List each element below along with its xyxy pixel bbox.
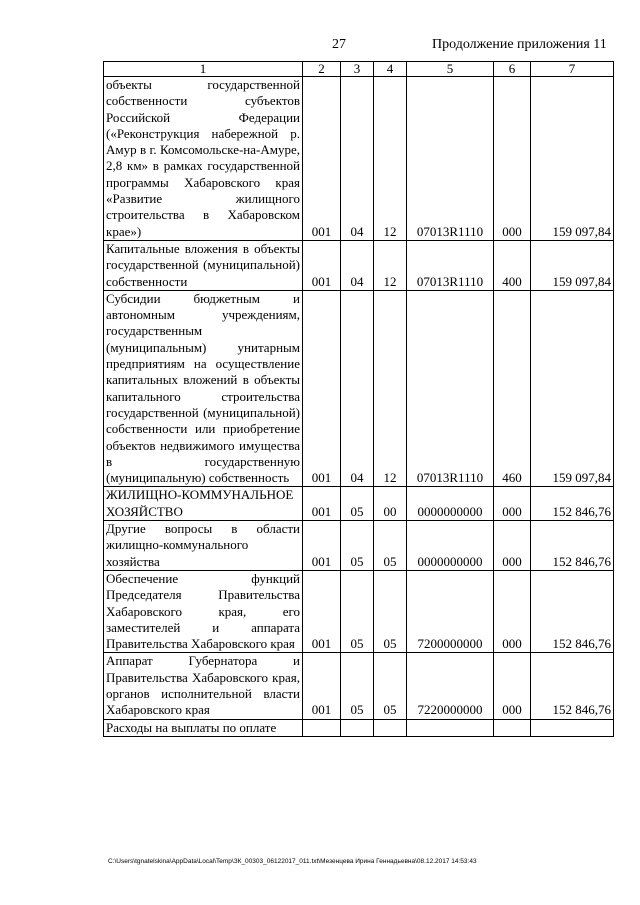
row-name-cell: Обеспечение функций Председателя Правительства Хабаровского края, его заместителей и аппарата Правительства Хабаровского края bbox=[104, 570, 303, 652]
row-name-cell: Другие вопросы в области жилищно-коммунального хозяйства bbox=[104, 521, 303, 571]
cell-col-3: 04 bbox=[341, 240, 374, 290]
cell-col-5: 07013R1110 bbox=[407, 290, 494, 487]
table-row bbox=[104, 240, 614, 290]
cell-amount: 159 097,84 bbox=[531, 240, 614, 290]
cell-amount: 152 846,76 bbox=[531, 487, 614, 521]
cell-amount: 159 097,84 bbox=[531, 77, 614, 241]
table-row bbox=[104, 487, 614, 521]
cell-col-5: 7200000000 bbox=[407, 570, 494, 652]
row-name-cell: Аппарат Губернатора и Правительства Хабаровского края, органов исполнительной власти Хабаровского края bbox=[104, 653, 303, 719]
cell-col-4: 05 bbox=[374, 653, 407, 719]
cell-col-5: 07013R1110 bbox=[407, 77, 494, 241]
cell-col-2 bbox=[303, 719, 341, 736]
cell-col-4: 12 bbox=[374, 290, 407, 487]
page-number: 27 bbox=[332, 37, 346, 52]
row-name-cell: ЖИЛИЩНО-КОММУНАЛЬНОЕ ХОЗЯЙСТВО bbox=[104, 487, 303, 521]
column-header: 5 bbox=[407, 62, 494, 77]
cell-col-4: 05 bbox=[374, 521, 407, 571]
appendix-continuation-note: Продолжение приложения 11 bbox=[432, 37, 607, 52]
file-path-footer: C:\Users\tgnatelskina\AppData\Local\Temp\ЗК_00303_06122017_011.txt\Мезенцева Ирина Геннадьевна\08.12.2017 14:53:43 bbox=[108, 858, 477, 865]
cell-col-5: 0000000000 bbox=[407, 487, 494, 521]
table-row bbox=[104, 719, 614, 736]
cell-col-5: 07013R1110 bbox=[407, 240, 494, 290]
column-header: 6 bbox=[494, 62, 531, 77]
cell-col-4: 12 bbox=[374, 77, 407, 241]
table-header-row bbox=[104, 62, 614, 77]
cell-col-6: 400 bbox=[494, 240, 531, 290]
cell-amount: 152 846,76 bbox=[531, 653, 614, 719]
table-row bbox=[104, 521, 614, 571]
cell-amount: 152 846,76 bbox=[531, 570, 614, 652]
column-header: 4 bbox=[374, 62, 407, 77]
cell-col-6: 000 bbox=[494, 77, 531, 241]
cell-col-2: 001 bbox=[303, 653, 341, 719]
table-row bbox=[104, 570, 614, 652]
cell-col-2: 001 bbox=[303, 240, 341, 290]
cell-col-6: 000 bbox=[494, 570, 531, 652]
cell-col-3: 05 bbox=[341, 487, 374, 521]
table-row bbox=[104, 77, 614, 241]
row-name-cell: Субсидии бюджетным и автономным учреждениям, государственным (муниципальным) унитарным предприятиям на осуществление капитальных вложений в объекты капитального строительства государственной (муниципальной) собственности или приобретение объектов недвижимого имущества в государственную (муниципальную) собственность bbox=[104, 290, 303, 487]
cell-col-3: 04 bbox=[341, 77, 374, 241]
cell-col-4: 12 bbox=[374, 240, 407, 290]
column-header: 7 bbox=[531, 62, 614, 77]
column-header: 2 bbox=[303, 62, 341, 77]
table-row bbox=[104, 653, 614, 719]
cell-col-6: 000 bbox=[494, 487, 531, 521]
row-name-cell: Капитальные вложения в объекты государственной (муниципальной) собственности bbox=[104, 240, 303, 290]
cell-col-2: 001 bbox=[303, 77, 341, 241]
cell-col-2: 001 bbox=[303, 487, 341, 521]
cell-col-6: 000 bbox=[494, 521, 531, 571]
cell-col-4: 05 bbox=[374, 570, 407, 652]
cell-col-3: 05 bbox=[341, 521, 374, 571]
cell-amount bbox=[531, 719, 614, 736]
cell-col-6: 000 bbox=[494, 653, 531, 719]
cell-col-3: 05 bbox=[341, 653, 374, 719]
cell-col-6 bbox=[494, 719, 531, 736]
budget-table bbox=[103, 61, 614, 737]
column-header: 3 bbox=[341, 62, 374, 77]
cell-col-2: 001 bbox=[303, 290, 341, 487]
cell-col-5: 7220000000 bbox=[407, 653, 494, 719]
cell-col-4 bbox=[374, 719, 407, 736]
cell-amount: 159 097,84 bbox=[531, 290, 614, 487]
cell-col-2: 001 bbox=[303, 521, 341, 571]
cell-col-4: 00 bbox=[374, 487, 407, 521]
cell-col-3 bbox=[341, 719, 374, 736]
cell-col-3: 05 bbox=[341, 570, 374, 652]
row-name-cell: объекты государственной собственности субъектов Российской Федерации («Реконструкция набережной р. Амур в г. Комсомольске-на-Амуре, 2,8 км» в рамках государственной программы Хабаровского края «Развитие жилищного строительства в Хабаровском крае») bbox=[104, 77, 303, 241]
cell-col-6: 460 bbox=[494, 290, 531, 487]
row-name-cell: Расходы на выплаты по оплате bbox=[104, 719, 303, 736]
column-header: 1 bbox=[104, 62, 303, 77]
cell-col-2: 001 bbox=[303, 570, 341, 652]
cell-col-5 bbox=[407, 719, 494, 736]
cell-amount: 152 846,76 bbox=[531, 521, 614, 571]
cell-col-5: 0000000000 bbox=[407, 521, 494, 571]
table-row bbox=[104, 290, 614, 487]
cell-col-3: 04 bbox=[341, 290, 374, 487]
